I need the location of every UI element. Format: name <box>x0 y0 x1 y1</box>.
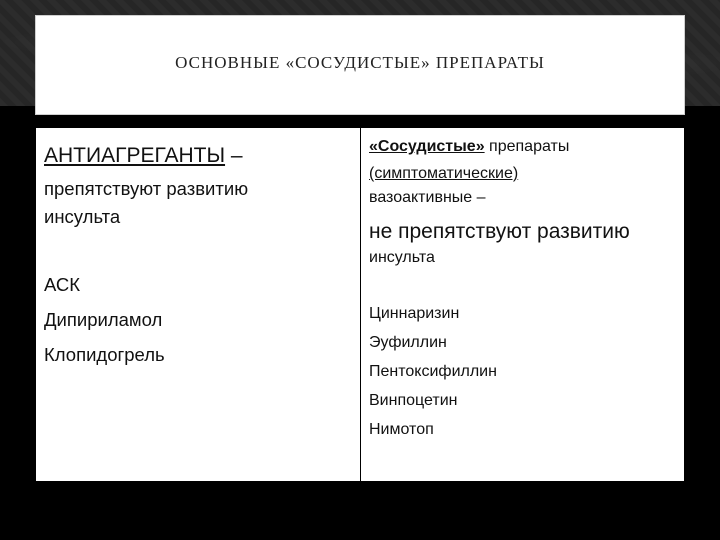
right-drug-item: Циннаризин <box>369 305 460 322</box>
right-line3: вазоактивные – <box>369 189 486 206</box>
right-line4: не препятствуют развитию <box>369 220 630 243</box>
right-drug-item: Пентоксифиллин <box>369 363 497 380</box>
right-drug-item: Нимотоп <box>369 421 434 438</box>
comparison-table <box>35 127 685 482</box>
left-drug-item: АСК <box>44 274 81 295</box>
left-heading-label: АНТИАГРЕГАНТЫ <box>44 144 226 167</box>
column-divider <box>360 128 361 481</box>
left-drug-item: Дипириламол <box>44 309 163 330</box>
slide-title: ОСНОВНЫЕ «СОСУДИСТЫЕ» ПРЕПАРАТЫ <box>175 53 545 72</box>
left-heading <box>44 144 243 168</box>
right-heading <box>369 138 569 156</box>
left-desc-line1: препятствуют развитию <box>44 178 249 199</box>
right-line2: (симптоматические) <box>369 165 519 182</box>
title-box <box>35 15 685 115</box>
right-drug-item: Винпоцетин <box>369 392 458 409</box>
left-desc-line2: инсульта <box>44 206 121 227</box>
right-drug-item: Эуфиллин <box>369 334 447 351</box>
left-heading-dash: – <box>225 144 243 167</box>
right-line5: инсульта <box>369 249 435 266</box>
right-heading-bold: «Сосудистые» <box>369 138 485 155</box>
left-drug-item: Клопидогрель <box>44 344 165 365</box>
right-heading-rest: препараты <box>484 138 570 155</box>
